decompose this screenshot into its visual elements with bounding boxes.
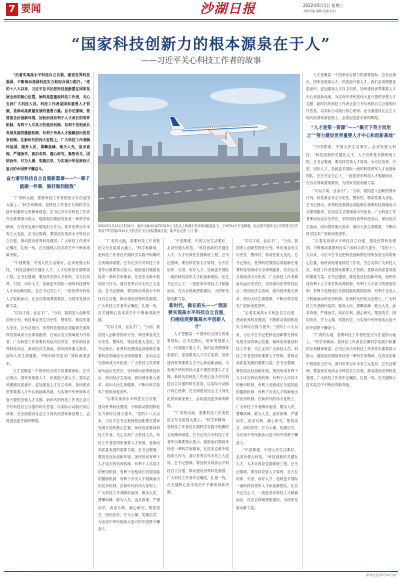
section-subhead-3: “人才是第一资源”——“聚天下英才而用之”“努力建设世界重要人才中心和创新高地” — [306, 126, 396, 140]
photo-caption: 2022年5月14日7时52分，编号为B-001J的C919大飞机从上海浦东机场第4跑道起飞，于9时54分安全降落，标志着中国商飞公司即将交付首家用户的首架C919大飞机首次飞行试验圆满完成。新华社记者 丁汀 摄 — [98, 224, 299, 233]
footer-rule — [4, 571, 398, 572]
newspaper-masthead: 沙湖日报 — [200, 2, 257, 17]
column-paragraph: 人才是衡量一个国家综合国力的重要指标。总书记指出，国家发展靠人才，民族振兴靠人才。我们必须增强忧患意识，更加重视人才自主培养，加快建设世界重要人才中心和创新高地，为实现中华民族伟大复兴提供坚强人才支撑。新时代的科技工作者正奋力书写科技自立自强的时代答卷，以实际行动践行初心使命。在全面建设社会主义现代化国家新征程上，必将创造更多新的辉煌。 — [306, 73, 396, 121]
article-column-2 — [98, 238, 160, 569]
column-paragraph: “广袤的大地，需要科技工作者把论文写在祖国大地上。”科学家精神，是科技工作者在长期科学实践中积累的宝贵精神财富。总书记多次对科技工作者作出重要指示批示，勉励他们继续发扬老一辈科学家精神，在攻坚克难中展现担当作为。面对世界百年未有之大变局，总书记强调，要加快实现高水平科技自立自强，推动建设世界科技强国。广大科技工作者牢记嘱托，扎根一线，在关键核心技术攻关中不断取得新突破。 — [306, 332, 396, 388]
column-paragraph: “广袤的大地，需要科技工作者把论文写在祖国大地上。”科学家精神，是科技工作者在长期科学实践中积累的宝贵精神财富。总书记多次对科技工作者作出重要指示批示，勉励他们继续发扬老一辈科学家精神，在攻坚克难中展现担当作为。面对世界百年未有之大变局，总书记强调，要加快实现高水平科技自立自强，推动建设世界科技强国。广大科技工作者牢记嘱托，扎根一线，在关键核心技术攻关中不断取得新突破。 — [6, 195, 90, 258]
column-divider — [302, 72, 303, 569]
section-subhead-2: 新时代，做在前头——“我国要实现高水平科技自立自强，归根结底要靠高水平创新人才” — [168, 303, 228, 330]
column-paragraph: “中国要强，中国人民生活要好，必须有强大科技。”科技创新的关键在人才，人才培养是长期系统工程。总书记强调，要坚持党管人才原则，全方位培养、引进、用好人才，造就更多国际一流的科技领军人才和创新团队。在总书记关心下，一批批青年科技人才脱颖而出，在各自领域勇挑重担，为国家发展贡献力量。 — [236, 447, 298, 510]
column-divider — [93, 72, 94, 569]
column-paragraph: 人才是衡量一个国家综合国力的重要指标。总书记指出，国家发展靠人才，民族振兴靠人才。我们必须增强忧患意识，更加重视人才自主培养，加快建设世界重要人才中心和创新高地，为实现中华民族伟大复兴提供坚强人才支撑。新时代的科技工作者正奋力书写科技自立自强的时代答卷，以实际行动践行初心使命。在全面建设社会主义现代化国家新征程上，必将创造更多新的辉煌。 — [167, 331, 229, 408]
column-divider — [163, 238, 164, 569]
issue-date: 2022年6月1日 星期三 — [303, 3, 344, 8]
article-column-4 — [236, 238, 298, 569]
page-editor-meta: 本版责编 编辑 美编 校对 — [303, 9, 336, 13]
article-headline: “国家科技创新力的根本源泉在于人” — [71, 35, 331, 53]
column-paragraph: “功以才成，业由才广。”当前，我国进入创新型国家行列，科技事业发生历史性、整体性、格局性重大变化。总书记指出，世界科技强国必须能够在重要科技领域成为全球领跑者，在前沿交叉领域成为开拓者。广大科技工作者要肩负起历史责任，坚持面向世界科技前沿、面向经济主战场、面向国家重大需求、面向人民生命健康，不断向科学技术广度和深度进军。 — [236, 239, 298, 308]
column-paragraph: 人才是衡量一个国家综合国力的重要指标。总书记指出，国家发展靠人才，民族振兴靠人才。我们必须增强忧患意识，更加重视人才自主培养，加快建设世界重要人才中心和创新高地，为实现中华民族伟大复兴提供坚强人才支撑。新时代的科技工作者正奋力书写科技自立自强的时代答卷，以实际行动践行初心使命。在全面建设社会主义现代化国家新征程上，必将创造更多新的辉煌。 — [6, 368, 90, 424]
column-paragraph: “广袤的大地，需要科技工作者把论文写在祖国大地上。”科学家精神，是科技工作者在长期科学实践中积累的宝贵精神财富。总书记多次对科技工作者作出重要指示批示，勉励他们继续发扬老一辈科学家精神，在攻坚克难中展现担当作为。面对世界百年未有之大变局，总书记强调，要加快实现高水平科技自立自强，推动建设世界科技强国。广大科技工作者牢记嘱托，扎根一线，在关键核心技术攻关中不断取得新突破。 — [98, 239, 160, 323]
section-title: 要闻 — [21, 4, 41, 15]
column-paragraph: “沿着实现高水平科技自立自强，建设世界科技强国，不断推动我国科技实力和综合国力提升。”党的十八大以来，习近平总书记把科技创新摆在国家发展全局的核心位置，始终高度重视科技工作者，关心支持广大科技人员。科技工作者是国家重要人才资源，是推动高质量发展的重要力量。总书记强调，要营造良好创新环境，加快形成有利于人才成长的培养机制、有利于人尽其才的使用机制、有利于竞相成长各展其能的激励机制、有利于各类人才脱颖而出的竞争机制。在新时代的伟大征程上，广大科技工作者胸怀祖国、服务人民，勇攀高峰、敢为人先，追求真理、严谨治学，淡泊名利、潜心研究，集智攻关、团结协作，甘为人梯、奖掖后学，为实现中华民族伟大复兴的中国梦不懈奋斗。 — [306, 239, 396, 330]
column-paragraph: “广袤的大地，需要科技工作者把论文写在祖国大地上。”科学家精神，是科技工作者在长期科学实践中积累的宝贵精神财富。总书记多次对科技工作者作出重要指示批示，勉励他们继续发扬老一辈科学家精神，在攻坚克难中展现担当作为。面对世界百年未有之大变局，总书记强调，要加快实现高水平科技自立自强，推动建设世界科技强国。广大科技工作者牢记嘱托，扎根一线，在关键核心技术攻关中不断取得新突破。 — [167, 411, 229, 495]
column-paragraph: “沿着实现高水平科技自立自强，建设世界科技强国，不断推动我国科技实力和综合国力提升。”党的十八大以来，习近平总书记把科技创新摆在国家发展全局的核心位置，始终高度重视科技工作者，关心支持广大科技人员。科技工作者是国家重要人才资源，是推动高质量发展的重要力量。总书记强调，要营造良好创新环境，加快形成有利于人才成长的培养机制、有利于人尽其才的使用机制、有利于竞相成长各展其能的激励机制、有利于各类人才脱颖而出的竞争机制。在新时代的伟大征程上，广大科技工作者胸怀祖国、服务人民，勇攀高峰、敢为人先，追求真理、严谨治学，淡泊名利、潜心研究，集智攻关、团结协作，甘为人梯、奖掖后学，为实现中华民族伟大复兴的中国梦不懈奋斗。 — [236, 311, 298, 445]
lead-paragraph: “沿着实现高水平科技自立自强，建设世界科技强国，不断推动我国科技实力和综合国力提升。”党的十八大以来，习近平总书记把科技创新摆在国家发展全局的核心位置，始终高度重视科技工作者，关心支持广大科技人员。科技工作者是国家重要人才资源，是推动高质量发展的重要力量。总书记强调，要营造良好创新环境，加快形成有利于人才成长的培养机制、有利于人尽其才的使用机制、有利于竞相成长各展其能的激励机制、有利于各类人才脱颖而出的竞争机制。在新时代的伟大征程上，广大科技工作者胸怀祖国、服务人民，勇攀高峰、敢为人先，追求真理、严谨治学，淡泊名利、潜心研究，集智攻关、团结协作，甘为人梯、奖掖后学，为实现中华民族伟大复兴的中国梦不懈奋斗。 — [6, 73, 90, 171]
section-subhead-1: 奋力谱写科技自立自强新篇章——“一辈子就做一件事，做好做到极致” — [6, 176, 90, 190]
column-paragraph: “中国要强，中国人民生活要好，必须有强大科技。”科技创新的关键在人才，人才培养是长期系统工程。总书记强调，要坚持党管人才原则，全方位培养、引进、用好人才，造就更多国际一流的科技领军人才和创新团队。在总书记关心下，一批批青年科技人才脱颖而出，在各自领域勇挑重担，为国家发展贡献力量。 — [306, 145, 396, 186]
column-paragraph: “中国要强，中国人民生活要好，必须有强大科技。”科技创新的关键在人才，人才培养是长期系统工程。总书记强调，要坚持党管人才原则，全方位培养、引进、用好人才，造就更多国际一流的科技领军人才和创新团队。在总书记关心下，一批批青年科技人才脱颖而出，在各自领域勇挑重担，为国家发展贡献力量。 — [167, 239, 229, 301]
header-rule — [4, 19, 398, 20]
column-divider — [232, 238, 233, 569]
header-rule-thin — [4, 21, 398, 22]
dateline-note: 新华社北京5月31日电 — [366, 573, 396, 577]
column-paragraph: “功以才成，业由才广。”当前，我国进入创新型国家行列，科技事业发生历史性、整体性、格局性重大变化。总书记指出，世界科技强国必须能够在重要科技领域成为全球领跑者，在前沿交叉领域成为开拓者。广大科技工作者要肩负起历史责任，坚持面向世界科技前沿、面向经济主战场、面向国家重大需求、面向人民生命健康，不断向科学技术广度和深度进军。 — [306, 188, 396, 236]
column-paragraph: “中国要强，中国人民生活要好，必须有强大科技。”科技创新的关键在人才，人才培养是长期系统工程。总书记强调，要坚持党管人才原则，全方位培养、引进、用好人才，造就更多国际一流的科技领军人才和创新团队。在总书记关心下，一批批青年科技人才脱颖而出，在各自领域勇挑重担，为国家发展贡献力量。 — [6, 260, 90, 308]
column-paragraph: “功以才成，业由才广。”当前，我国进入创新型国家行列，科技事业发生历史性、整体性、格局性重大变化。总书记指出，世界科技强国必须能够在重要科技领域成为全球领跑者，在前沿交叉领域成为开拓者。广大科技工作者要肩负起历史责任，坚持面向世界科技前沿、面向经济主战场、面向国家重大需求、面向人民生命健康，不断向科学技术广度和深度进军。 — [98, 325, 160, 395]
column-paragraph: “功以才成，业由才广。”当前，我国进入创新型国家行列，科技事业发生历史性、整体性、格局性重大变化。总书记指出，世界科技强国必须能够在重要科技领域成为全球领跑者，在前沿交叉领域成为开拓者。广大科技工作者要肩负起历史责任，坚持面向世界科技前沿、面向经济主战场、面向国家重大需求、面向人民生命健康，不断向科学技术广度和深度进军。 — [6, 311, 90, 366]
page-number-badge: 7 — [6, 3, 18, 16]
article-column-3 — [167, 238, 229, 569]
article-column-5 — [306, 72, 396, 569]
c919-aircraft-photo — [98, 74, 300, 222]
article-column-1 — [6, 72, 90, 569]
article-subtitle: ——习近平关心科技工作者的故事 — [141, 56, 261, 65]
column-paragraph: “沿着实现高水平科技自立自强，建设世界科技强国，不断推动我国科技实力和综合国力提升。”党的十八大以来，习近平总书记把科技创新摆在国家发展全局的核心位置，始终高度重视科技工作者，关心支持广大科技人员。科技工作者是国家重要人才资源，是推动高质量发展的重要力量。总书记强调，要营造良好创新环境，加快形成有利于人才成长的培养机制、有利于人尽其才的使用机制、有利于竞相成长各展其能的激励机制、有利于各类人才脱颖而出的竞争机制。在新时代的伟大征程上，广大科技工作者胸怀祖国、服务人民，勇攀高峰、敢为人先，追求真理、严谨治学，淡泊名利、潜心研究，集智攻关、团结协作，甘为人梯、奖掖后学，为实现中华民族伟大复兴的中国梦不懈奋斗。 — [98, 397, 160, 532]
